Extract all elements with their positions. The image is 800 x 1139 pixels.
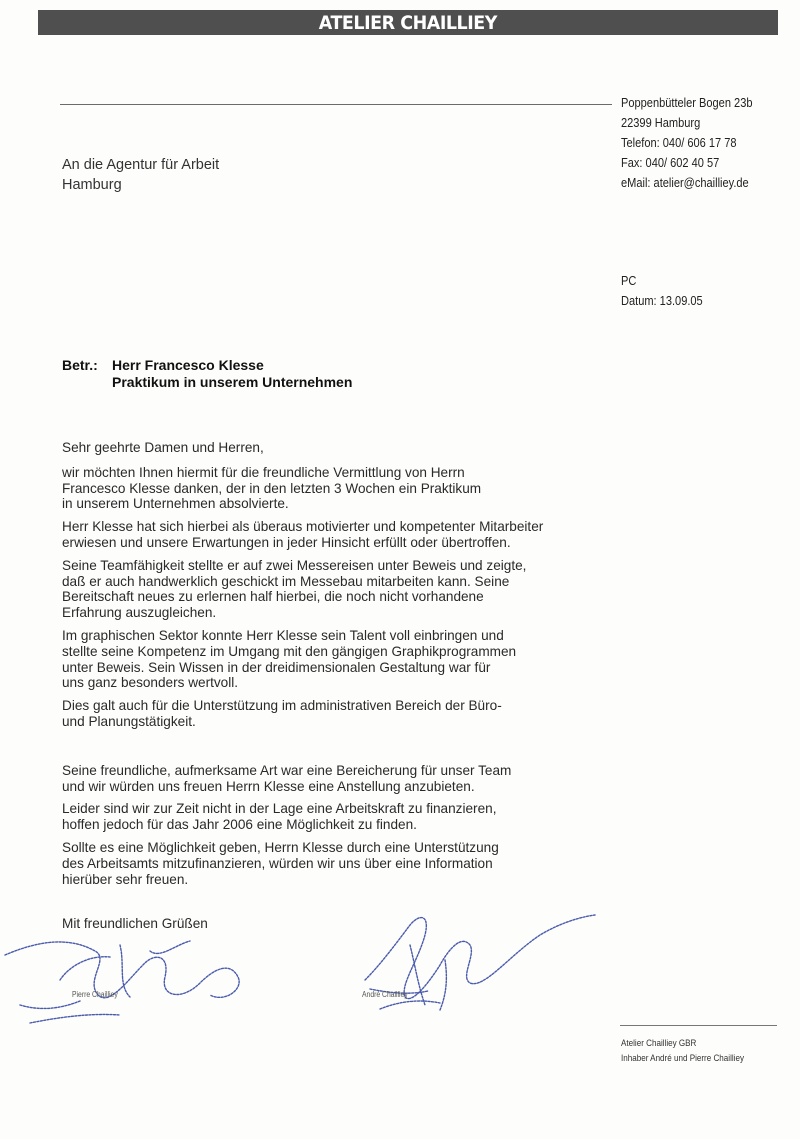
- sender-phone: Telefon: 040/ 606 17 78: [621, 135, 737, 150]
- letterhead-rule: [60, 104, 612, 105]
- handwritten-signatures: [0, 885, 620, 1035]
- recipient-line-2: Hamburg: [62, 177, 122, 193]
- sender-fax: Fax: 040/ 602 40 57: [621, 155, 720, 170]
- sender-city: 22399 Hamburg: [621, 115, 701, 130]
- signature-caption-right: André Chailliey: [362, 990, 408, 999]
- closing-phrase: Mit freundlichen Grüßen: [62, 916, 208, 931]
- paragraph: Seine freundliche, aufmerksame Art war eine Bereicherung für unser Team und wir würden uns freuen Herrn Klesse eine Anstellung anzubieten.: [62, 762, 512, 794]
- salutation: Sehr geehrte Damen und Herren,: [62, 440, 264, 455]
- subject-label: Betr.:: [62, 357, 98, 373]
- brand-name: ATELIER CHAILLIEY: [318, 11, 498, 34]
- subject-line-2: Praktikum in unserem Unternehmen: [112, 374, 353, 390]
- paragraph: wir möchten Ihnen hiermit für die freundliche Vermittlung von Herrn Francesco Klesse danken, der in den letzten 3 Wochen ein Praktikum in unserem Unternehmen absolvierte.: [62, 464, 482, 512]
- letterhead-bar: [38, 10, 778, 35]
- paragraph: Seine Teamfähigkeit stellte er auf zwei Messereisen unter Beweis und zeigte, daß er auch handwerklich geschickt im Messebau mitarbeiten kann. Seine Bereitschaft neues zu erlernen half hierbei, die noch nicht vorhandene Erfahrung auszugleichen.: [62, 557, 527, 621]
- paragraph: Herr Klesse hat sich hierbei als überaus motivierter und kompetenter Mitarbeiter erwiesen und unsere Erwartungen in jeder Hinsicht erfüllt oder übertroffen.: [62, 519, 544, 550]
- footer-rule: [620, 1025, 777, 1026]
- reference-block: [621, 271, 703, 311]
- recipient-line-1: An die Agentur für Arbeit: [62, 157, 220, 173]
- paragraph: Im graphischen Sektor konnte Herr Klesse sein Talent voll einbringen und stellte seine Kompetenz im Umgang mit den gängigen Graphikprogrammen unter Beweis. Sein Wissen in der dreidimensionalen Gestaltung war für uns ganz besonders wertvoll.: [62, 627, 517, 691]
- letter-date: Datum: 13.09.05: [621, 293, 703, 308]
- signature-left: [5, 941, 239, 1023]
- recipient-address: [62, 155, 219, 195]
- footer-block: [621, 1036, 791, 1066]
- paragraph: Dies galt auch für die Unterstützung im administrativen Bereich der Büro- und Planungstätigkeit.: [62, 698, 502, 729]
- footer-owners: Inhaber André und Pierre Chailliey: [621, 1053, 744, 1064]
- signature-caption-left: Pierre Chailliey: [72, 990, 118, 999]
- letter-body: [62, 440, 582, 894]
- sender-contact-block: [621, 93, 783, 193]
- sender-street: Poppenbütteler Bogen 23b: [621, 95, 753, 110]
- subject-line: [62, 357, 352, 391]
- reference-initials: PC: [621, 273, 637, 288]
- paragraph: Sollte es eine Möglichkeit geben, Herrn Klesse durch eine Unterstützung des Arbeitsamts mitzufinanzieren, würden wir uns über eine Information hierüber sehr freuen.: [62, 839, 499, 887]
- sender-email: eMail: atelier@chailliey.de: [621, 175, 749, 190]
- subject-line-1: Herr Francesco Klesse: [112, 357, 264, 373]
- footer-company: Atelier Chailliey GBR: [621, 1038, 697, 1049]
- paragraph: Leider sind wir zur Zeit nicht in der Lage eine Arbeitskraft zu finanzieren, hoffen jedoch für das Jahr 2006 eine Möglichkeit zu finden.: [62, 801, 497, 833]
